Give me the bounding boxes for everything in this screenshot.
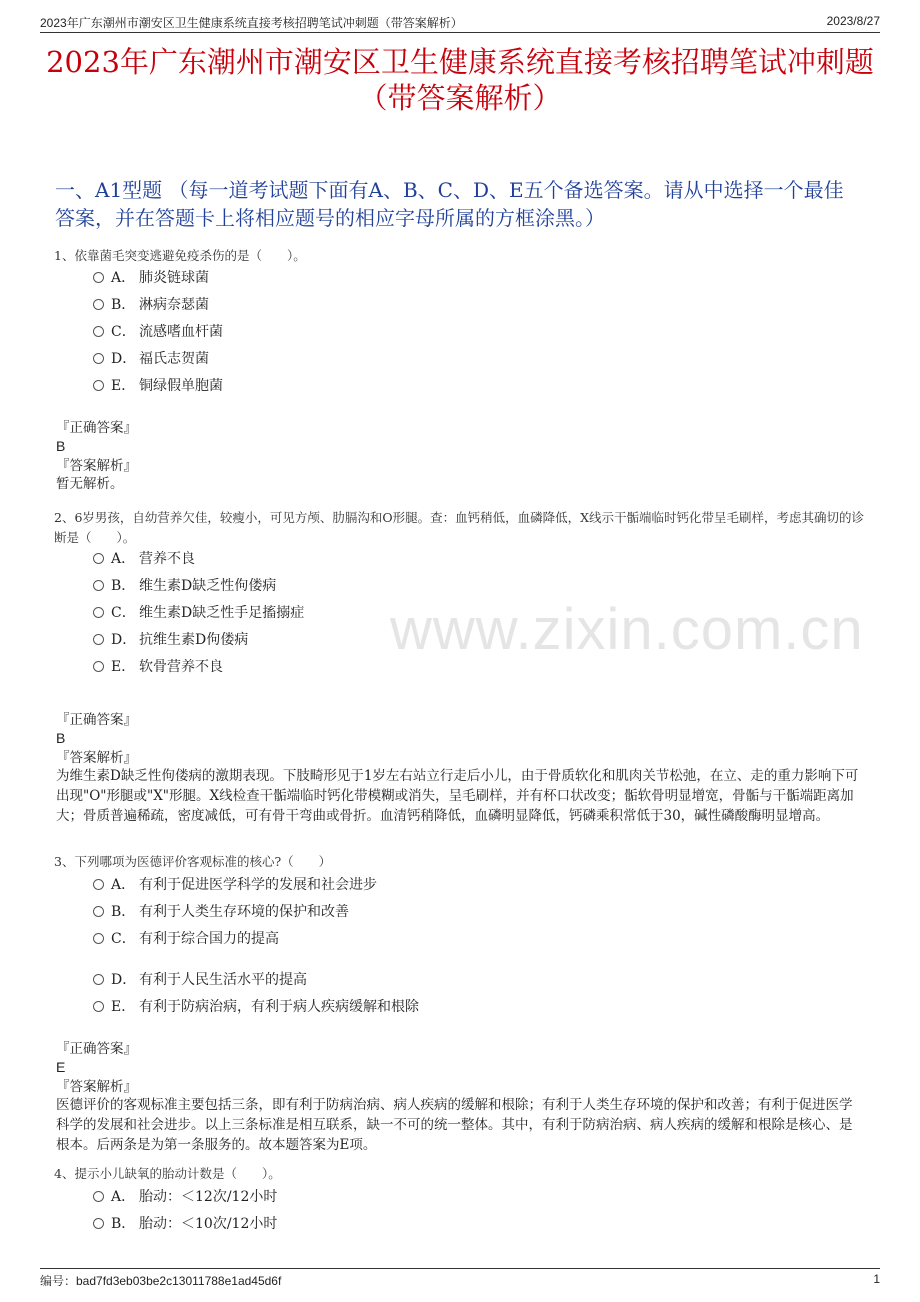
page-number: 1 bbox=[873, 1272, 880, 1286]
question-2-answer: B bbox=[56, 730, 66, 746]
question-1-stem: 1、依靠菌毛突变逃避免疫杀伤的是（ ）。 bbox=[54, 248, 306, 263]
header-doc-title: 2023年广东潮州市潮安区卫生健康系统直接考核招聘笔试冲刺题（带答案解析） bbox=[40, 16, 463, 30]
analysis-label: 『答案解析』 bbox=[56, 750, 137, 766]
analysis-label: 『答案解析』 bbox=[56, 1079, 137, 1095]
question-1-analysis: 暂无解析。 bbox=[56, 476, 124, 492]
radio-icon[interactable] bbox=[93, 326, 104, 337]
question-2-analysis: 为维生素D缺乏性佝偻病的激期表现。下肢畸形见于1岁左右站立行走后小儿，由于骨质软化和肌肉关节松弛，在立、走的重力影响下可出现"O"形腿或"X"形腿。X线检查干骺端临时钙化带模糊或消失，呈毛刷样，并有杯口状改变；骺软骨明显增宽，骨骺与干骺端距离加大；骨质普遍稀疏，密度减低，可有骨干弯曲或骨折。血清钙稍降低，血磷明显降低，钙磷乘积常低于30，碱性磷酸酶明显增高。 bbox=[56, 768, 859, 824]
radio-icon[interactable] bbox=[93, 933, 104, 944]
radio-icon[interactable] bbox=[93, 272, 104, 283]
question-3-option-a[interactable]: A． 有利于促进医学科学的发展和社会进步 bbox=[93, 875, 377, 895]
radio-icon[interactable] bbox=[93, 380, 104, 391]
answer-label: 『正确答案』 bbox=[56, 420, 137, 436]
question-1-option-e[interactable]: E． 铜绿假单胞菌 bbox=[93, 376, 223, 396]
question-2-option-e[interactable]: E． 软骨营养不良 bbox=[93, 657, 223, 677]
question-4-stem: 4、提示小儿缺氧的胎动计数是（ ）。 bbox=[54, 1166, 281, 1181]
question-3-stem: 3、下列哪项为医德评价客观标准的核心?（ ） bbox=[54, 854, 332, 869]
question-1-answer: B bbox=[56, 438, 66, 454]
question-2-option-a[interactable]: A． 营养不良 bbox=[93, 549, 195, 569]
answer-label: 『正确答案』 bbox=[56, 1041, 137, 1057]
question-3-option-b[interactable]: B． 有利于人类生存环境的保护和改善 bbox=[93, 902, 349, 922]
document-title: 2023年广东潮州市潮安区卫生健康系统直接考核招聘笔试冲刺题（带答案解析） bbox=[46, 45, 874, 115]
analysis-label: 『答案解析』 bbox=[56, 458, 137, 474]
question-3-answer: E bbox=[56, 1059, 66, 1075]
question-3-analysis: 医德评价的客观标准主要包括三条，即有利于防病治病、病人疾病的缓解和根除；有利于人类生存环境的保护和改善；有利于促进医学科学的发展和社会进步。以上三条标准是相互联系，缺一不可的统一整体。其中，有利于防病治病、病人疾病的缓解和根除是核心、是根本。后两条是为第一条服务的。故本题答案为E项。 bbox=[56, 1097, 853, 1153]
question-3-option-c[interactable]: C． 有利于综合国力的提高 bbox=[93, 929, 279, 949]
radio-icon[interactable] bbox=[93, 974, 104, 985]
radio-icon[interactable] bbox=[93, 879, 104, 890]
question-2-option-d[interactable]: D． 抗维生素D佝偻病 bbox=[93, 630, 248, 650]
question-4-option-a[interactable]: A． 胎动：＜12次/12小时 bbox=[93, 1187, 277, 1207]
header-date: 2023/8/27 bbox=[826, 14, 880, 28]
radio-icon[interactable] bbox=[93, 553, 104, 564]
radio-icon[interactable] bbox=[93, 299, 104, 310]
question-3-option-d[interactable]: D． 有利于人民生活水平的提高 bbox=[93, 970, 307, 990]
question-2-option-b[interactable]: B． 维生素D缺乏性佝偻病 bbox=[93, 576, 276, 596]
section-heading: 一、A1型题 （每一道考试题下面有A、B、C、D、E五个备选答案。请从中选择一个最佳答案，并在答题卡上将相应题号的相应字母所属的方框涂黑。） bbox=[55, 178, 844, 230]
question-3-option-e[interactable]: E． 有利于防病治病，有利于病人疾病缓解和根除 bbox=[93, 997, 419, 1017]
page-header bbox=[40, 14, 880, 33]
radio-icon[interactable] bbox=[93, 353, 104, 364]
question-1-option-c[interactable]: C． 流感嗜血杆菌 bbox=[93, 322, 223, 342]
radio-icon[interactable] bbox=[93, 1218, 104, 1229]
radio-icon[interactable] bbox=[93, 634, 104, 645]
question-2-option-c[interactable]: C． 维生素D缺乏性手足搐搦症 bbox=[93, 603, 304, 623]
answer-label: 『正确答案』 bbox=[56, 712, 137, 728]
radio-icon[interactable] bbox=[93, 607, 104, 618]
radio-icon[interactable] bbox=[93, 1001, 104, 1012]
watermark: www.zixin.com.cn bbox=[390, 597, 864, 662]
question-1-option-a[interactable]: A． 肺炎链球菌 bbox=[93, 268, 209, 288]
question-1-option-d[interactable]: D． 福氏志贺菌 bbox=[93, 349, 209, 369]
document-id: 编号：bad7fd3eb03be2c13011788e1ad45d6f bbox=[40, 1274, 282, 1288]
radio-icon[interactable] bbox=[93, 1191, 104, 1202]
question-2-stem: 2、6岁男孩，自幼营养欠佳，较瘦小，可见方颅、肋膈沟和O形腿。查：血钙稍低，血磷降低，X线示干骺端临时钙化带呈毛刷样，考虑其确切的诊断是（ ）。 bbox=[54, 510, 865, 545]
radio-icon[interactable] bbox=[93, 906, 104, 917]
radio-icon[interactable] bbox=[93, 580, 104, 591]
question-1-option-b[interactable]: B． 淋病奈瑟菌 bbox=[93, 295, 209, 315]
question-4-option-b[interactable]: B． 胎动：＜10次/12小时 bbox=[93, 1214, 277, 1234]
page-footer bbox=[40, 1268, 880, 1290]
radio-icon[interactable] bbox=[93, 661, 104, 672]
